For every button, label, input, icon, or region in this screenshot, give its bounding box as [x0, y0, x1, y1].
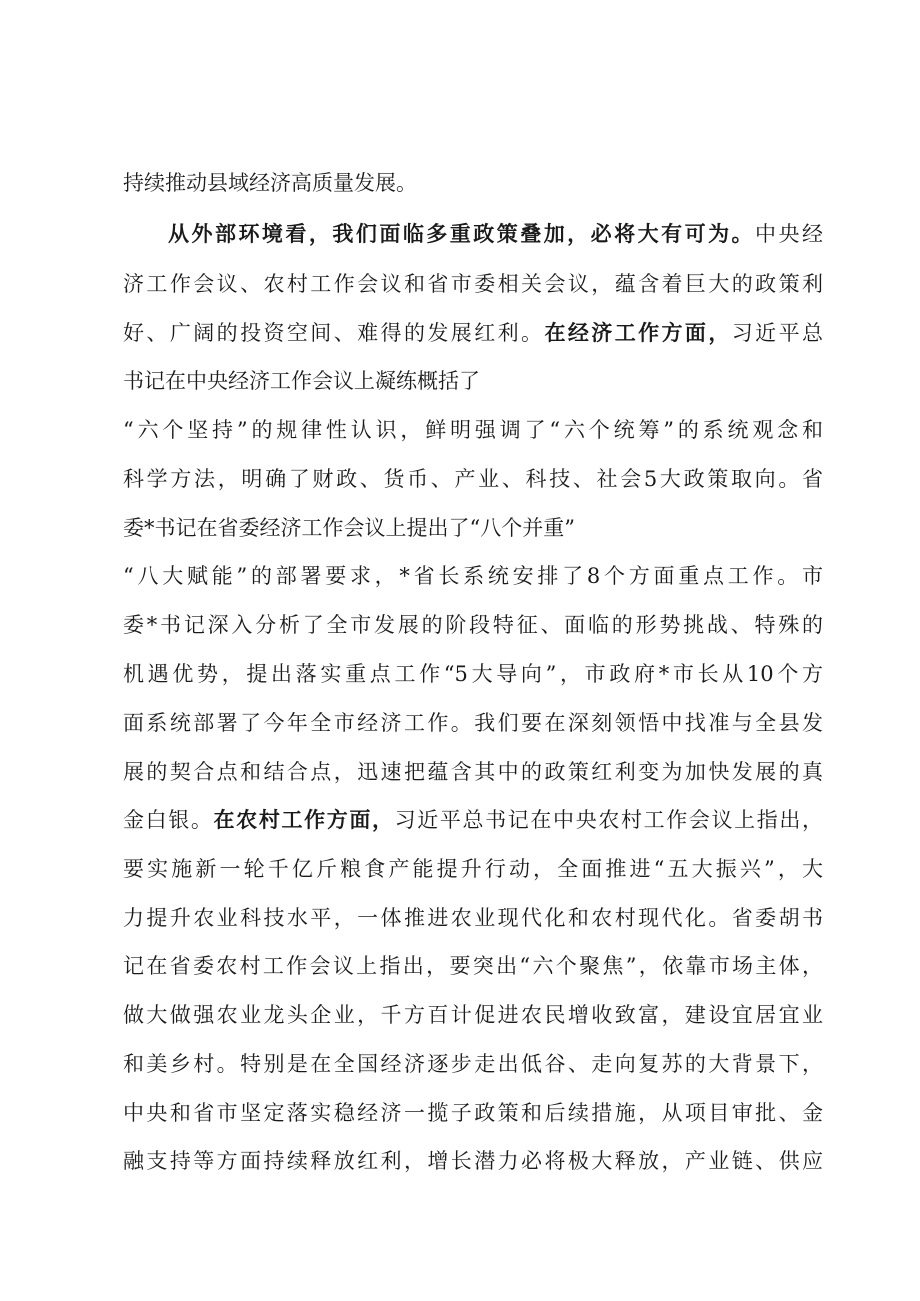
paragraph-line	[123, 508, 823, 548]
text-run: “八大赋能”的部署要求，*省长系统安排了8个方面重点工作。市	[123, 564, 823, 588]
bold-heading-run: 在农村工作方面，	[213, 807, 395, 832]
text-run: 力提升农业科技水平，一体推进农业现代化和农村现代化。省委胡书	[123, 906, 823, 930]
text-run: 和美乡村。特别是在全国经济逐步走出低谷、走向复苏的大背景下，	[123, 1052, 823, 1076]
text-run: 做大做强农业龙头企业，千方百计促进农民增收致富，建设宜居宜业	[123, 1003, 823, 1027]
paragraph-line	[123, 703, 823, 743]
text-run: 中央和省市坚定落实稳经济一揽子政策和后续措施，从项目审批、金	[123, 1101, 823, 1125]
text-run: 济工作会议、农村工作会议和省市委相关会议，蕴含着巨大的政策利	[123, 272, 823, 296]
text-run: 习近平总	[731, 321, 824, 345]
text-run: 书记在中央经济工作会议上凝练概括了	[123, 369, 480, 393]
text-run: 面系统部署了今年全市经济工作。我们要在深刻领悟中找准与全县发	[123, 711, 823, 735]
paragraph-line	[123, 800, 823, 840]
paragraph-line	[123, 849, 823, 889]
paragraph-line	[123, 898, 823, 938]
text-run: 记在省委农村工作会议上指出，要突出“六个聚焦”，依靠市场主体，	[123, 954, 823, 978]
paragraph-line	[123, 995, 823, 1035]
bold-heading-run: 在经济工作方面，	[544, 320, 732, 345]
paragraph-line	[123, 752, 823, 792]
paragraph-line	[123, 410, 823, 450]
paragraph-line	[123, 946, 823, 986]
paragraph-line	[123, 1093, 823, 1133]
paragraph-line	[123, 163, 823, 203]
text-run: 持续推动县域经济高质量发展。	[123, 171, 417, 195]
text-run: 融支持等方面持续释放红利，增长潜力必将极大释放，产业链、供应	[123, 1149, 823, 1173]
paragraph-line	[123, 459, 823, 499]
paragraph-line	[123, 556, 823, 596]
paragraph-line	[123, 654, 823, 694]
paragraph-line	[123, 313, 823, 353]
text-run: 展的契合点和结合点，迅速把蕴含其中的政策红利变为加快发展的真	[123, 760, 823, 784]
text-run: 习近平总书记在中央农村工作会议上指出，	[394, 808, 824, 832]
text-run: 好、广阔的投资空间、难得的发展红利。	[123, 321, 545, 345]
paragraph-line	[123, 1044, 823, 1084]
bold-heading-run: 从外部环境看，我们面临多重政策叠加，必将大有可为。	[168, 221, 756, 246]
paragraph-line	[123, 361, 823, 401]
text-run: 中央经	[755, 222, 824, 246]
text-run: 委*书记在省委经济工作会议上提出了“八个并重”	[123, 516, 575, 540]
text-run: 金白银。	[123, 808, 214, 832]
text-run: “六个坚持”的规律性认识，鲜明强调了“六个统筹”的系统观念和	[123, 418, 823, 442]
paragraph-line	[123, 605, 823, 645]
paragraph-line	[168, 214, 823, 254]
paragraph-line	[123, 1141, 823, 1181]
text-run: 机遇优势，提出落实重点工作“5大导向”，市政府*市长从10个方	[123, 662, 823, 686]
text-run: 委*书记深入分析了全市发展的阶段特征、面临的形势挑战、特殊的	[123, 613, 823, 637]
paragraph-line	[123, 264, 823, 304]
text-run: 要实施新一轮千亿斤粮食产能提升行动，全面推进“五大振兴”，大	[123, 857, 823, 881]
text-run: 科学方法，明确了财政、货币、产业、科技、社会5大政策取向。省	[123, 467, 823, 491]
